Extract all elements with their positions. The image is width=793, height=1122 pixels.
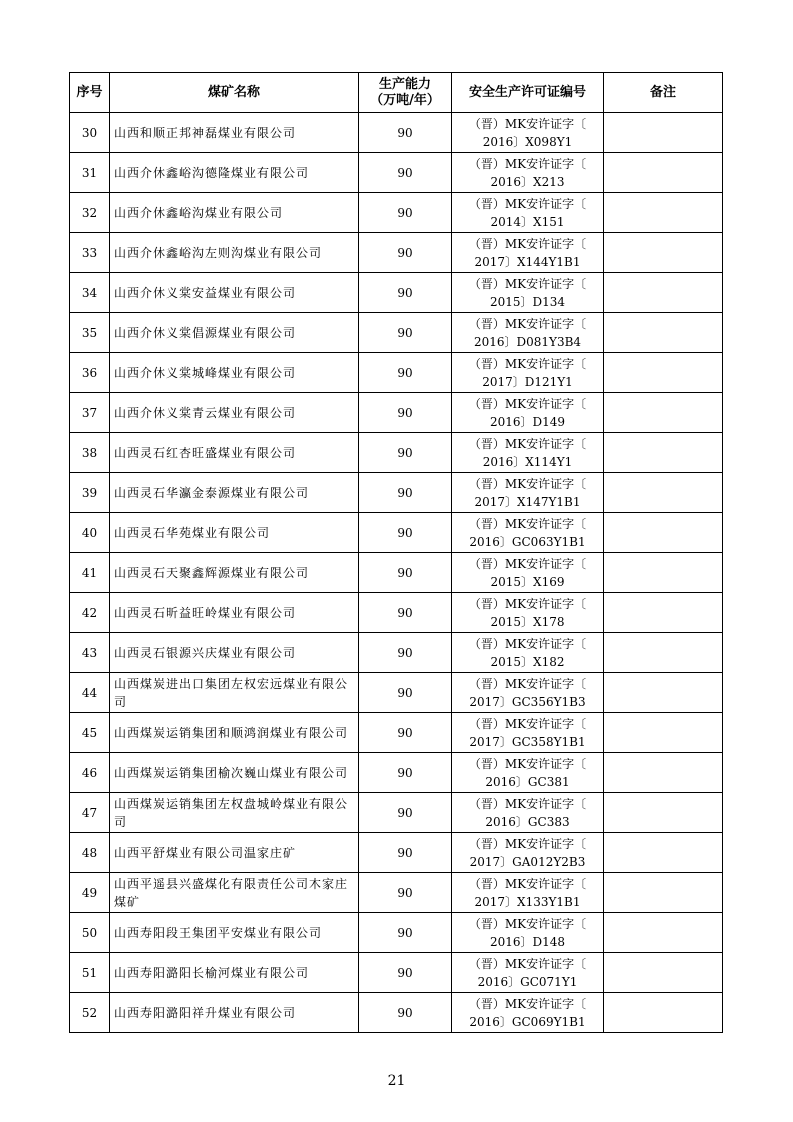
permit-line2: 2016〕D081Y3B4 [473,334,582,349]
remarks-cell [604,953,723,993]
mine-name: 山西灵石昕益旺岭煤业有限公司 [110,593,359,633]
table-row [70,273,723,313]
mine-name: 山西灵石华瀛金泰源煤业有限公司 [110,473,359,513]
remarks-cell [604,713,723,753]
mine-name: 山西煤炭进出口集团左权宏远煤业有限公司 [110,673,359,713]
permit-line2: 2015〕X182 [490,654,565,669]
permit-line2: 2017〕X147Y1B1 [474,494,581,509]
permit-line2: 2017〕X144Y1B1 [474,254,581,269]
table-row [70,833,723,873]
permit-line2: 2016〕GC069Y1B1 [469,1014,586,1029]
permit-line2: 2016〕GC071Y1 [477,974,578,989]
table-row [70,473,723,513]
permit-line1: （晋）MK安许证字〔 [468,796,587,811]
mine-name: 山西灵石天聚鑫辉源煤业有限公司 [110,553,359,593]
mine-name: 山西介休义棠青云煤业有限公司 [110,393,359,433]
row-index: 38 [70,433,110,473]
capacity-value: 90 [359,913,452,953]
permit-number [452,673,604,713]
permit-line2: 2017〕D121Y1 [482,374,573,389]
row-index: 42 [70,593,110,633]
permit-line2: 2017〕GA012Y2B3 [469,854,586,869]
row-index: 44 [70,673,110,713]
permit-number [452,153,604,193]
header-capacity-line1: 生产能力 [378,76,431,92]
header-capacity [359,73,452,113]
capacity-value: 90 [359,153,452,193]
permit-number [452,233,604,273]
mine-name: 山西介休义棠城峰煤业有限公司 [110,353,359,393]
permit-line2: 2016〕D148 [489,934,566,949]
permit-line1: （晋）MK安许证字〔 [468,236,587,251]
permit-line2: 2016〕X213 [490,174,565,189]
table-row [70,513,723,553]
mine-name: 山西灵石红杏旺盛煤业有限公司 [110,433,359,473]
capacity-value: 90 [359,593,452,633]
remarks-cell [604,833,723,873]
table-row [70,353,723,393]
mine-name: 山西介休鑫峪沟煤业有限公司 [110,193,359,233]
permit-line1: （晋）MK安许证字〔 [468,356,587,371]
permit-line1: （晋）MK安许证字〔 [468,316,587,331]
capacity-value: 90 [359,433,452,473]
coal-mine-table [69,72,723,1033]
permit-line1: （晋）MK安许证字〔 [468,556,587,571]
permit-line2: 2016〕GC063Y1B1 [469,534,586,549]
row-index: 45 [70,713,110,753]
permit-line2: 2017〕GC356Y1B3 [469,694,586,709]
permit-number [452,513,604,553]
mine-name: 山西煤炭运销集团榆次巍山煤业有限公司 [110,753,359,793]
mine-name: 山西介休鑫峪沟左则沟煤业有限公司 [110,233,359,273]
mine-name: 山西煤炭运销集团和顺鸿润煤业有限公司 [110,713,359,753]
page-number: 21 [387,1073,406,1089]
permit-number [452,953,604,993]
row-index: 30 [70,113,110,153]
remarks-cell [604,513,723,553]
row-index: 35 [70,313,110,353]
permit-number [452,193,604,233]
remarks-cell [604,593,723,633]
permit-line2: 2017〕X133Y1B1 [474,894,581,909]
row-index: 32 [70,193,110,233]
table-row [70,113,723,153]
permit-line1: （晋）MK安许证字〔 [468,636,587,651]
capacity-value: 90 [359,953,452,993]
capacity-value: 90 [359,273,452,313]
mine-name: 山西介休鑫峪沟德隆煤业有限公司 [110,153,359,193]
permit-number [452,433,604,473]
mine-name: 山西煤炭运销集团左权盘城岭煤业有限公司 [110,793,359,833]
permit-line2: 2014〕X151 [490,214,565,229]
row-index: 47 [70,793,110,833]
permit-number [452,113,604,153]
table-row [70,193,723,233]
capacity-value: 90 [359,513,452,553]
row-index: 46 [70,753,110,793]
table-row [70,913,723,953]
permit-number [452,473,604,513]
row-index: 36 [70,353,110,393]
table-row [70,153,723,193]
capacity-value: 90 [359,793,452,833]
permit-line2: 2015〕X178 [490,614,565,629]
mine-name: 山西寿阳潞阳祥升煤业有限公司 [110,993,359,1033]
remarks-cell [604,993,723,1033]
table-row [70,553,723,593]
row-index: 48 [70,833,110,873]
capacity-value: 90 [359,673,452,713]
permit-line2: 2015〕X169 [490,574,565,589]
permit-number [452,913,604,953]
permit-number [452,833,604,873]
mine-name: 山西灵石华苑煤业有限公司 [110,513,359,553]
permit-line1: （晋）MK安许证字〔 [468,836,587,851]
permit-line1: （晋）MK安许证字〔 [468,676,587,691]
permit-number [452,633,604,673]
capacity-value: 90 [359,833,452,873]
permit-line2: 2016〕X098Y1 [482,134,573,149]
remarks-cell [604,553,723,593]
permit-line1: （晋）MK安许证字〔 [468,396,587,411]
permit-line1: （晋）MK安许证字〔 [468,116,587,131]
remarks-cell [604,153,723,193]
permit-line1: （晋）MK安许证字〔 [468,436,587,451]
capacity-value: 90 [359,553,452,593]
permit-line1: （晋）MK安许证字〔 [468,156,587,171]
permit-number [452,753,604,793]
remarks-cell [604,113,723,153]
remarks-cell [604,473,723,513]
capacity-value: 90 [359,713,452,753]
mine-name: 山西平舒煤业有限公司温家庄矿 [110,833,359,873]
row-index: 41 [70,553,110,593]
remarks-cell [604,393,723,433]
table-row [70,313,723,353]
header-capacity-line2: （万吨/年） [370,92,440,108]
table-row [70,713,723,753]
table-body [70,113,723,1033]
remarks-cell [604,673,723,713]
row-index: 52 [70,993,110,1033]
mine-name: 山西寿阳潞阳长榆河煤业有限公司 [110,953,359,993]
permit-line1: （晋）MK安许证字〔 [468,516,587,531]
permit-line1: （晋）MK安许证字〔 [468,876,587,891]
capacity-value: 90 [359,113,452,153]
row-index: 43 [70,633,110,673]
table-header-row [70,73,723,113]
header-name: 煤矿名称 [110,73,359,113]
capacity-value: 90 [359,753,452,793]
remarks-cell [604,433,723,473]
mine-name: 山西介休义棠安益煤业有限公司 [110,273,359,313]
remarks-cell [604,313,723,353]
table-row [70,793,723,833]
remarks-cell [604,633,723,673]
row-index: 51 [70,953,110,993]
capacity-value: 90 [359,393,452,433]
permit-line2: 2016〕GC381 [485,774,570,789]
permit-line1: （晋）MK安许证字〔 [468,716,587,731]
permit-line1: （晋）MK安许证字〔 [468,596,587,611]
permit-line2: 2016〕GC383 [485,814,570,829]
remarks-cell [604,273,723,313]
mine-name: 山西和顺正邦神磊煤业有限公司 [110,113,359,153]
mine-name: 山西平遥县兴盛煤化有限责任公司木家庄煤矿 [110,873,359,913]
capacity-value: 90 [359,233,452,273]
mine-name: 山西介休义棠倡源煤业有限公司 [110,313,359,353]
permit-number [452,353,604,393]
table-row [70,953,723,993]
mine-name: 山西寿阳段王集团平安煤业有限公司 [110,913,359,953]
permit-number [452,273,604,313]
permit-number [452,793,604,833]
permit-number [452,313,604,353]
remarks-cell [604,353,723,393]
permit-number [452,393,604,433]
row-index: 50 [70,913,110,953]
capacity-value: 90 [359,633,452,673]
capacity-value: 90 [359,193,452,233]
permit-line2: 2016〕D149 [489,414,566,429]
header-index: 序号 [70,73,110,113]
permit-number [452,873,604,913]
table-row [70,233,723,273]
row-index: 39 [70,473,110,513]
permit-line1: （晋）MK安许证字〔 [468,956,587,971]
header-permit: 安全生产许可证编号 [452,73,604,113]
row-index: 40 [70,513,110,553]
permit-line1: （晋）MK安许证字〔 [468,916,587,931]
header-remarks: 备注 [604,73,723,113]
permit-number [452,553,604,593]
permit-line1: （晋）MK安许证字〔 [468,756,587,771]
table-row [70,633,723,673]
permit-line2: 2016〕X114Y1 [482,454,573,469]
permit-number [452,713,604,753]
remarks-cell [604,793,723,833]
table-row [70,753,723,793]
capacity-value: 90 [359,993,452,1033]
row-index: 49 [70,873,110,913]
permit-line2: 2017〕GC358Y1B1 [469,734,586,749]
permit-line2: 2015〕D134 [489,294,566,309]
capacity-value: 90 [359,473,452,513]
table-row [70,673,723,713]
permit-line1: （晋）MK安许证字〔 [468,996,587,1011]
remarks-cell [604,873,723,913]
table-row [70,873,723,913]
remarks-cell [604,913,723,953]
remarks-cell [604,193,723,233]
table-row [70,433,723,473]
capacity-value: 90 [359,873,452,913]
permit-number [452,593,604,633]
mine-name: 山西灵石银源兴庆煤业有限公司 [110,633,359,673]
capacity-value: 90 [359,353,452,393]
permit-line1: （晋）MK安许证字〔 [468,276,587,291]
table-row [70,593,723,633]
remarks-cell [604,233,723,273]
table-row [70,393,723,433]
permit-line1: （晋）MK安许证字〔 [468,476,587,491]
table-row [70,993,723,1033]
capacity-value: 90 [359,313,452,353]
row-index: 33 [70,233,110,273]
permit-number [452,993,604,1033]
remarks-cell [604,753,723,793]
row-index: 31 [70,153,110,193]
row-index: 34 [70,273,110,313]
row-index: 37 [70,393,110,433]
permit-line1: （晋）MK安许证字〔 [468,196,587,211]
